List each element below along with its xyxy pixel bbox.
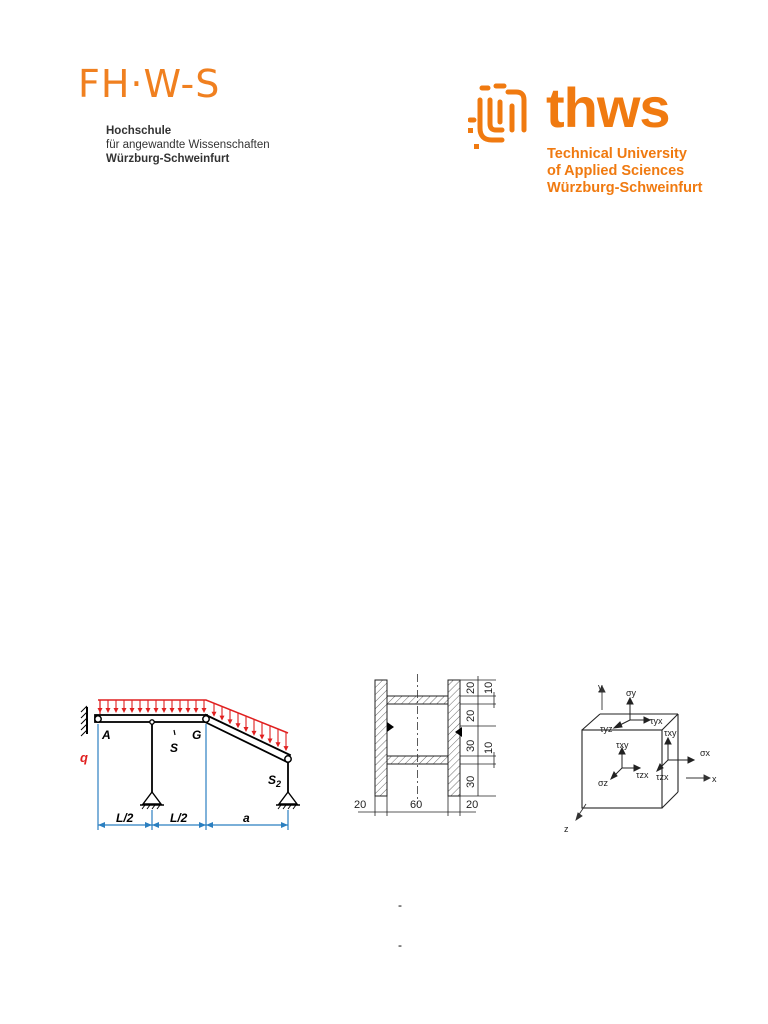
tau-zx-right: τzx xyxy=(656,772,669,782)
load-arrow-head xyxy=(162,708,167,713)
footer-dash-1: - xyxy=(398,898,402,912)
load-arrow-head xyxy=(122,708,127,713)
tau-xy-front: τxy xyxy=(616,740,629,750)
load-arrow-head xyxy=(130,708,135,713)
frame-structure-figure xyxy=(78,690,318,840)
fhws-logo: FH·W-S xyxy=(78,62,221,106)
stress-element-figure xyxy=(556,676,726,838)
label-s: S xyxy=(170,741,179,755)
tau-zx-front: τzx xyxy=(636,770,649,780)
thws-institution-name xyxy=(547,146,702,197)
load-arrow-head xyxy=(220,716,225,721)
sigma-z: σz xyxy=(598,778,609,788)
dimension-l-half-2: L/2 xyxy=(170,811,188,825)
tau-yz: τyz xyxy=(600,724,613,734)
thws-line-2: of Applied Sciences xyxy=(547,163,685,179)
load-arrow-head xyxy=(178,708,183,713)
dim-bottom-3: 20 xyxy=(466,799,479,811)
label-s2: $S_2$ xyxy=(268,773,282,789)
load-arrow-head xyxy=(154,708,159,713)
thws-wordmark: thws xyxy=(546,76,670,139)
axis-x: x xyxy=(712,774,717,784)
axis-y: y xyxy=(598,682,603,692)
dim-right-4: 30 xyxy=(465,739,477,752)
tau-xy-right: τxy xyxy=(664,728,677,738)
axis-z: z xyxy=(564,824,569,834)
label-q: q xyxy=(80,750,88,765)
load-arrow-head xyxy=(228,719,233,724)
thws-line-1: Technical University xyxy=(547,146,687,162)
dim-right-2: 10 xyxy=(483,681,495,694)
load-arrow-head xyxy=(284,746,289,751)
load-arrow-head xyxy=(244,727,249,732)
dimension-l-half-1: L/2 xyxy=(116,811,134,825)
load-arrow-head xyxy=(212,712,217,717)
fhws-institution-name xyxy=(106,124,270,166)
dim-right-3: 20 xyxy=(465,709,477,722)
fhws-line-2: für angewandte Wissenschaften xyxy=(106,139,270,151)
load-arrow-head xyxy=(138,708,143,713)
footer-dash-2: - xyxy=(398,938,402,952)
load-arrow-head xyxy=(276,742,281,747)
load-arrow-head xyxy=(236,723,241,728)
load-arrow-head xyxy=(252,731,257,736)
thws-logo-icon xyxy=(468,80,532,152)
dim-right-5: 10 xyxy=(483,741,495,754)
thws-line-3: Würzburg-Schweinfurt xyxy=(547,180,703,196)
load-arrow-head xyxy=(146,708,151,713)
dim-bottom-2: 60 xyxy=(410,799,423,811)
fhws-line-1: Hochschule xyxy=(106,125,172,137)
dim-right-1: 20 xyxy=(465,681,477,694)
sigma-x: σx xyxy=(700,748,711,758)
tau-yx: τyx xyxy=(650,716,663,726)
dim-bottom-1: 20 xyxy=(354,799,367,811)
load-arrow-head xyxy=(202,708,207,713)
label-g: G xyxy=(192,728,202,742)
load-arrow-head xyxy=(106,708,111,713)
load-arrow-head xyxy=(260,735,265,740)
cross-section-figure xyxy=(348,672,508,820)
label-a: A xyxy=(102,728,111,742)
load-arrow-head xyxy=(98,708,103,713)
load-arrow-head xyxy=(186,708,191,713)
dimension-a: a xyxy=(243,811,250,825)
load-arrow-head xyxy=(114,708,119,713)
load-arrow-head xyxy=(268,738,273,743)
fhws-line-3: Würzburg-Schweinfurt xyxy=(106,153,230,165)
sigma-y: σy xyxy=(626,688,637,698)
load-arrow-head xyxy=(170,708,175,713)
load-arrow-head xyxy=(194,708,199,713)
dim-right-6: 30 xyxy=(465,775,477,788)
